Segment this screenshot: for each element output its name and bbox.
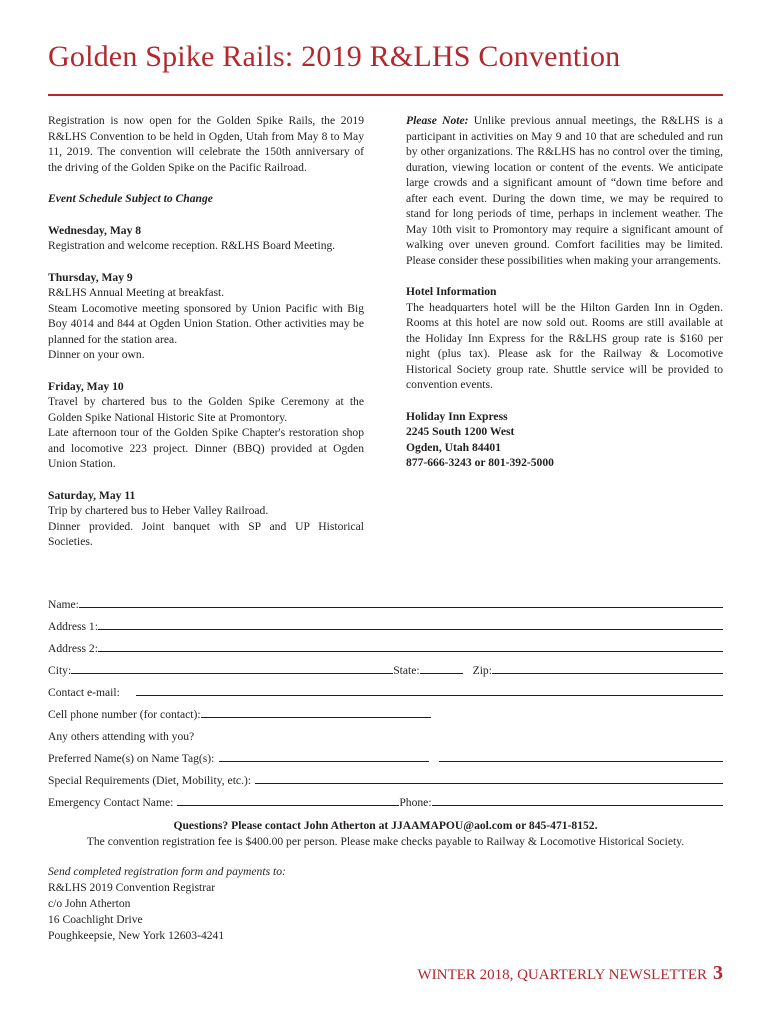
- emergency-label: Emergency Contact Name:: [48, 796, 174, 809]
- others-label: Any others attending with you?: [48, 730, 195, 743]
- form-row-address1: [48, 611, 723, 633]
- zip-label: Zip:: [472, 664, 492, 677]
- preferred-field-2[interactable]: [439, 750, 723, 762]
- hotel-city: Ogden, Utah 84401: [406, 440, 502, 454]
- form-row-city: [48, 655, 723, 677]
- day-heading: Friday, May 10: [48, 379, 124, 393]
- address1-label: Address 1:: [48, 620, 98, 633]
- hotel-heading: Hotel Information: [406, 285, 497, 298]
- address1-field[interactable]: [98, 618, 723, 630]
- email-field[interactable]: [136, 684, 723, 696]
- registration-form: [48, 589, 723, 809]
- mailing-address: [48, 864, 286, 944]
- please-note-text: Unlike previous annual meetings, the R&LHS is a participant in activities on May 9 and 10 that are scheduled and run by other organizations. The R&LHS has no control over the timing, duration, viewing location or content of the events. We anticipate large crowds and a significant amount of “down time before and after each event. During the down time, we may be required to stand for long periods of time, perhaps in inclement weather. The May 10th visit to Promontory may require a significant amount of walking over uneven ground. Comfort facilities may be limited. Please consider these possibilities when making your arrangements.: [406, 114, 723, 267]
- city-field[interactable]: [71, 662, 393, 674]
- form-row-preferred: [48, 743, 723, 765]
- address2-label: Address 2:: [48, 642, 98, 655]
- day-line: Travel by chartered bus to the Golden Spike Ceremony at the Golden Spike National Historic Site at Promontory.: [48, 395, 364, 424]
- fee-line: The convention registration fee is $400.00 per person. Please make checks payable to Railway & Locomotive Historical Society.: [86, 835, 685, 848]
- cell-field[interactable]: [201, 706, 431, 718]
- address2-field[interactable]: [98, 640, 723, 652]
- form-row-emergency: [48, 787, 723, 809]
- day-line: Steam Locomotive meeting sponsored by Union Pacific with Big Boy 4014 and 844 at Ogden Union Station. Other activities may be planned for the station area.: [48, 301, 364, 346]
- state-label: State:: [393, 664, 420, 677]
- email-label: Contact e-mail:: [48, 686, 120, 699]
- zip-field[interactable]: [492, 662, 723, 674]
- left-column: [48, 113, 364, 550]
- form-row-cell: [48, 699, 723, 721]
- emergency-field[interactable]: [177, 794, 399, 806]
- preferred-label: Preferred Name(s) on Name Tag(s):: [48, 752, 215, 765]
- form-row-address2: [48, 633, 723, 655]
- name-field[interactable]: [79, 596, 723, 608]
- mailing-line: 16 Coachlight Drive: [48, 913, 143, 926]
- hotel-street: 2245 South 1200 West: [406, 425, 515, 438]
- title-rule: [48, 94, 723, 96]
- day-line: Trip by chartered bus to Heber Valley Railroad.: [48, 504, 269, 517]
- mailing-heading: Send completed registration form and payments to:: [48, 865, 286, 878]
- special-label: Special Requirements (Diet, Mobility, etc.):: [48, 774, 252, 787]
- page-title: Golden Spike Rails: 2019 R&LHS Convention: [48, 40, 621, 73]
- day-line: Late afternoon tour of the Golden Spike Chapter's restoration shop and locomotive 223 project. Dinner (BBQ) provided at Ogden Union Station.: [48, 426, 364, 470]
- day-line: Registration and welcome reception. R&LHS Board Meeting.: [48, 239, 336, 252]
- footer-text: WINTER 2018, QUARTERLY NEWSLETTER: [417, 967, 707, 983]
- questions-line: Questions? Please contact John Atherton at JJAAMAPOU@aol.com or 845-471-8152.: [173, 819, 598, 832]
- hotel-text: The headquarters hotel will be the Hilton Garden Inn in Ogden. Rooms at this hotel are now sold out. Rooms are still available at the Holiday Inn Express for the R&LHS group rate is $160 per night (plus tax). Please ask for the Railway & Locomotive Historical Society group rate. Shuttle service will be provided to convention events.: [406, 300, 723, 391]
- mailing-line: Poughkeepsie, New York 12603-4241: [48, 929, 225, 942]
- form-row-others: [48, 721, 723, 743]
- hotel-phone: 877-666-3243 or 801-392-5000: [406, 456, 554, 469]
- mailing-line: R&LHS 2019 Convention Registrar: [48, 881, 216, 894]
- cell-label: Cell phone number (for contact):: [48, 708, 201, 721]
- form-row-email: [48, 677, 723, 699]
- special-field[interactable]: [255, 772, 723, 784]
- please-note-label: Please Note:: [406, 114, 469, 127]
- state-field[interactable]: [420, 662, 463, 674]
- schedule-note: Event Schedule Subject to Change: [48, 192, 213, 205]
- form-row-special: [48, 765, 723, 787]
- name-label: Name:: [48, 598, 79, 611]
- day-heading: Saturday, May 11: [48, 488, 136, 502]
- hotel-name: Holiday Inn Express: [406, 409, 508, 423]
- right-column: [406, 113, 723, 471]
- mailing-line: c/o John Atherton: [48, 897, 131, 910]
- form-row-name: [48, 589, 723, 611]
- day-heading: Thursday, May 9: [48, 270, 133, 284]
- page-footer: [418, 962, 724, 985]
- day-line: Dinner on your own.: [48, 348, 145, 361]
- phone-field[interactable]: [432, 794, 723, 806]
- intro-paragraph: Registration is now open for the Golden Spike Rails, the 2019 R&LHS Convention to be held in Ogden, Utah from May 8 to May 11, 2019. The convention will celebrate the 150th anniversary of the driving of the Golden Spike on the Pacific Railroad.: [48, 114, 364, 174]
- day-line: R&LHS Annual Meeting at breakfast.: [48, 286, 225, 299]
- day-line: Dinner provided. Joint banquet with SP and UP Historical Societies.: [48, 519, 364, 548]
- preferred-field-1[interactable]: [219, 750, 429, 762]
- city-label: City:: [48, 664, 72, 677]
- phone-label: Phone:: [399, 796, 432, 809]
- page-number: 3: [713, 962, 723, 984]
- day-heading: Wednesday, May 8: [48, 223, 142, 237]
- please-note-paragraph: [406, 113, 723, 268]
